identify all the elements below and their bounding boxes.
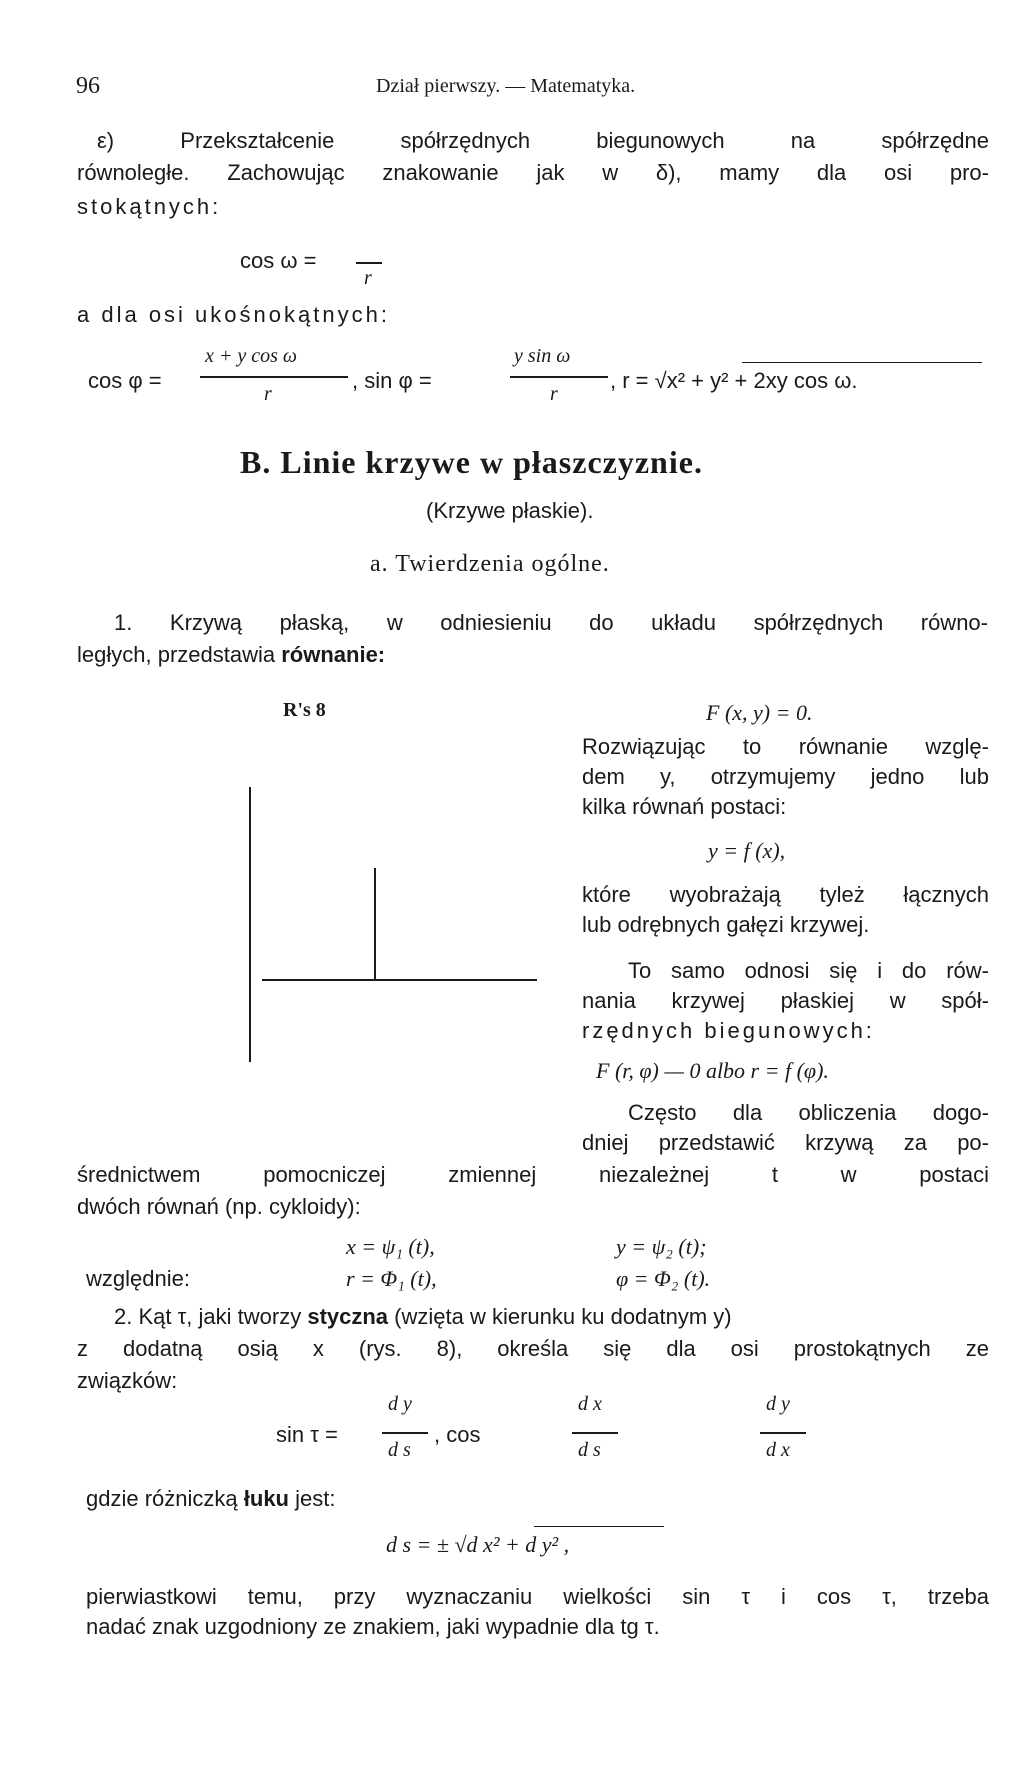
fraction-denominator: r bbox=[264, 383, 272, 405]
paragraph-line: pierwiastkowi temu, przy wyznaczaniu wielkości sin τ i cos τ, trzeba bbox=[86, 1584, 989, 1609]
equation: r = Φ₁ (t), bbox=[346, 1266, 437, 1291]
paragraph-line: rzędnych biegunowych: bbox=[582, 1018, 875, 1043]
formula-cos-omega: cos ω = bbox=[240, 248, 317, 273]
equation: F (r, φ) — 0 albo r = f (φ). bbox=[596, 1058, 829, 1083]
fraction-denominator: r bbox=[550, 383, 558, 405]
fraction-denominator: d s bbox=[578, 1439, 601, 1461]
subsection-title: a. Twierdzenia ogólne. bbox=[370, 551, 610, 577]
equation: d s = ± √d x² + d y² , bbox=[386, 1532, 570, 1557]
fraction-bar bbox=[382, 1432, 428, 1434]
paragraph-line: względnie: bbox=[86, 1266, 190, 1291]
running-title: Dział pierwszy. — Matematyka. bbox=[376, 75, 636, 97]
equation: F (x, y) = 0. bbox=[706, 700, 813, 725]
text-run: jest: bbox=[295, 1486, 336, 1511]
paragraph-line: nadać znak uzgodniony ze znakiem, jaki wypadnie dla tg τ. bbox=[86, 1614, 660, 1639]
formula-sin-phi: , sin φ = bbox=[352, 368, 432, 393]
bold-term: styczna bbox=[307, 1304, 389, 1329]
figure-y-axis bbox=[249, 787, 251, 1062]
text-run: ległych, przedstawia bbox=[77, 642, 276, 667]
paragraph-line: dem y, otrzymujemy jedno lub bbox=[582, 764, 989, 789]
equation: y = ψ₂ (t); bbox=[616, 1234, 707, 1259]
fraction-bar bbox=[356, 262, 382, 264]
text-run: 2. Kąt τ, jaki tworzy bbox=[114, 1304, 302, 1329]
fraction-bar bbox=[510, 376, 608, 378]
fraction-denominator: d s bbox=[388, 1439, 411, 1461]
paragraph-line: a dla osi ukośnokątnych: bbox=[77, 302, 390, 327]
fraction-numerator: d y bbox=[388, 1393, 412, 1415]
page-number: 96 bbox=[76, 73, 100, 99]
text-run: (wzięta w kierunku ku dodatnym y) bbox=[394, 1304, 732, 1329]
fraction-denominator: r bbox=[364, 267, 372, 289]
paragraph-line: dwóch równań (np. cykloidy): bbox=[77, 1194, 361, 1219]
paragraph-line: To samo odnosi się i do rów- bbox=[628, 958, 989, 983]
paragraph-line: związków: bbox=[77, 1368, 178, 1393]
figure-label: R's 8 bbox=[283, 699, 326, 721]
paragraph-line: nania krzywej płaskiej w spół- bbox=[582, 988, 989, 1013]
paragraph-line: równoległe. Zachowując znakowanie jak w δ), mamy dla osi pro- bbox=[77, 160, 989, 185]
bold-term: łuku bbox=[243, 1486, 289, 1511]
paragraph-line: średnictwem pomocniczej zmiennej niezależnej t w postaci bbox=[77, 1162, 989, 1187]
paragraph-line: Rozwiązując to równanie wzglę- bbox=[582, 734, 989, 759]
fraction-numerator: y sin ω bbox=[514, 345, 571, 367]
paragraph-line: dniej przedstawić krzywą za po- bbox=[582, 1130, 989, 1155]
paragraph-line: lub odrębnych gałęzi krzywej. bbox=[582, 912, 870, 937]
equation: y = f (x), bbox=[708, 838, 786, 863]
fraction-numerator: d y bbox=[766, 1393, 790, 1415]
fraction-denominator: d x bbox=[766, 1439, 790, 1461]
paragraph-line: 1. Krzywą płaską, w odniesieniu do układu spółrzędnych równo- bbox=[114, 610, 988, 635]
figure-x-axis bbox=[262, 979, 537, 981]
section-title: B. Linie krzywe w płaszczyznie. bbox=[240, 444, 703, 480]
fraction-bar bbox=[760, 1432, 806, 1434]
figure-tangent-line bbox=[374, 868, 376, 980]
radical-overline bbox=[742, 362, 982, 363]
formula-sin-tau: sin τ = bbox=[276, 1422, 338, 1447]
section-subtitle: (Krzywe płaskie). bbox=[426, 498, 594, 523]
formula-r: , r = √x² + y² + 2xy cos ω. bbox=[610, 368, 858, 393]
formula-cos-tau: , cos bbox=[434, 1422, 481, 1447]
paragraph-line: z dodatną osią x (rys. 8), określa się dla osi prostokątnych ze bbox=[77, 1336, 989, 1361]
paragraph-line bbox=[86, 1488, 335, 1510]
paragraph-line: Często dla obliczenia dogo- bbox=[628, 1100, 989, 1125]
text-run: gdzie różniczką bbox=[86, 1486, 238, 1511]
paragraph-line: ε) Przekształcenie spółrzędnych biegunowych na spółrzędne bbox=[97, 128, 989, 153]
bold-term: równanie: bbox=[281, 642, 386, 667]
fraction-numerator: d x bbox=[578, 1393, 602, 1415]
radical-overline bbox=[534, 1526, 664, 1527]
equation: x = ψ₁ (t), bbox=[346, 1234, 435, 1259]
formula-cos-phi: cos φ = bbox=[88, 368, 162, 393]
paragraph-line: kilka równań postaci: bbox=[582, 794, 787, 819]
paragraph-line bbox=[77, 644, 385, 666]
paragraph-line bbox=[114, 1306, 732, 1328]
fraction-numerator: x + y cos ω bbox=[205, 345, 298, 367]
fraction-bar bbox=[200, 376, 348, 378]
fraction-bar bbox=[572, 1432, 618, 1434]
equation: φ = Φ₂ (t). bbox=[616, 1266, 711, 1291]
paragraph-line: stokątnych: bbox=[77, 194, 222, 219]
paragraph-line: które wyobrażają tyleż łącznych bbox=[582, 882, 989, 907]
